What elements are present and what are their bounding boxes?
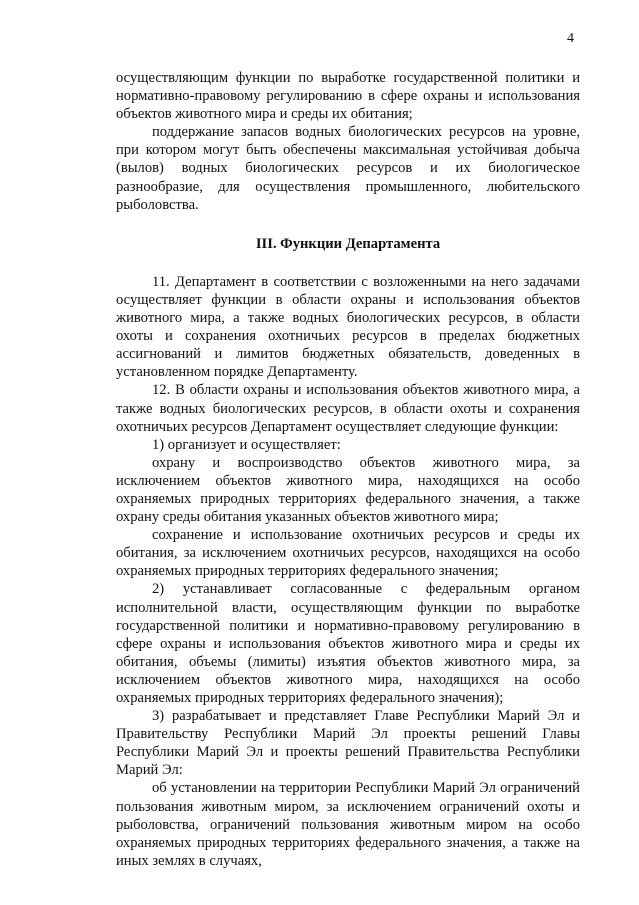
paragraph-protection: охрану и воспроизводство объектов животного мира, за исключением объектов животного мира, находящихся на особо охраняемых природных территориях федерального значения, а также охрану среды обитания указанных объектов животного мира; [116, 454, 580, 526]
document-body [116, 69, 580, 870]
section-heading: III. Функции Департамента [255, 235, 441, 252]
paragraph-fish-stocks: поддержание запасов водных биологических ресурсов на уровне, при котором могут быть обеспечены максимальная устойчивая добыча (вылов) водных биологических ресурсов и их биологическое разнообразие, для осуществления промышленного, любительского рыболовства. [116, 124, 580, 213]
paragraph-restrictions: об установлении на территории Республики Марий Эл ограничений пользования животным миром, за исключением ограничений охоты и рыболовства, ограничений пользования животным миром на особо охраняемых природных территориях федерального значения, а также на иных землях в случаях, [116, 780, 580, 869]
paragraph-subitem-3: 3) разрабатывает и представляет Главе Республики Марий Эл и Правительству Республики Марий Эл проекты решений Главы Республики Марий Эл и проекты решений Правительства Республики Марий Эл: [116, 708, 580, 779]
paragraph-subitem-2: 2) устанавливает согласованные с федеральным органом исполнительной власти, осуществляющим функции по выработке государственной политики и нормативно-правовому регулированию в сфере охраны и использования объектов животного мира и среды их обитания, объемы (лимиты) изъятия объектов животного мира, за исключением объектов животного мира, находящихся на особо охраняемых природных территориях федерального значения); [116, 581, 580, 706]
paragraph-continuation: осуществляющим функции по выработке государственной политики и нормативно-правовому регулированию в сфере охраны и использования объектов животного мира и среды их обитания; [116, 70, 580, 123]
page-number: 4 [567, 31, 574, 46]
paragraph-hunting-resources: сохранение и использование охотничьих ресурсов и среды их обитания, за исключением охотничьих ресурсов, находящихся на особо охраняемых природных территориях федерального значения; [116, 527, 580, 580]
paragraph-item-11: 11. Департамент в соответствии с возложенными на него задачами осуществляет функции в области охраны и использования объектов животного мира, а также водных биологических ресурсов, в области охоты и сохранения охотничьих ресурсов в пределах бюджетных ассигнований и лимитов бюджетных обязательств, доведенных в установленном порядке Департаменту. [116, 273, 580, 381]
paragraph-item-12: 12. В области охраны и использования объектов животного мира, а также водных биологических ресурсов, в области охоты и сохранения охотничьих ресурсов Департамент осуществляет следующие функции: [116, 382, 580, 435]
paragraph-subitem-1: 1) организует и осуществляет: [152, 436, 341, 453]
